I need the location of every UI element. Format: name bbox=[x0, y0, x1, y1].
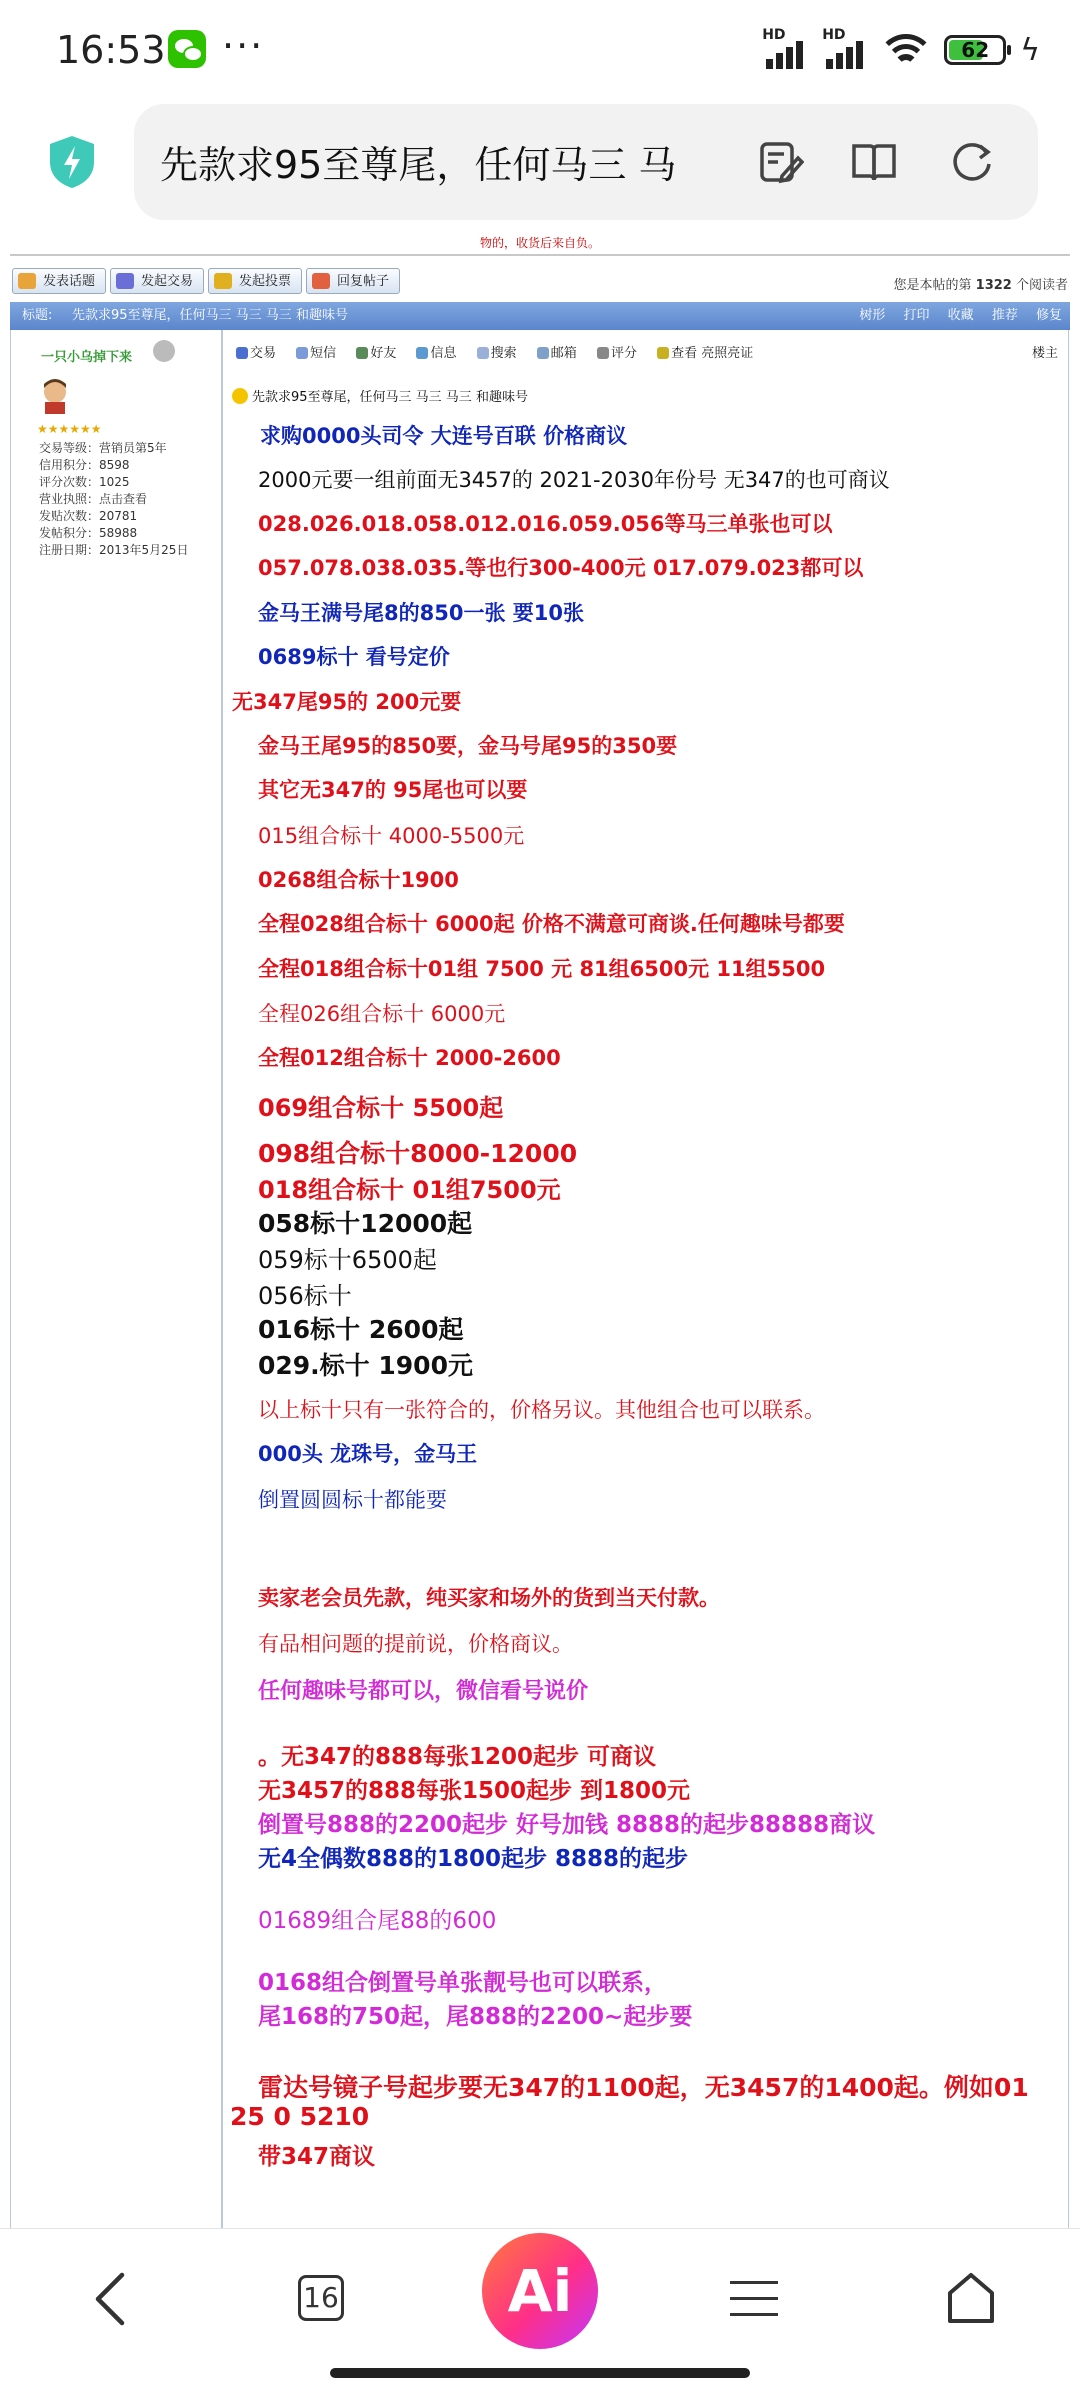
post-line: 057.078.038.035.等也行300-400元 017.079.023都可以 bbox=[258, 556, 864, 580]
new-trade-label: 发起交易 bbox=[141, 274, 194, 289]
post-line: 098组合标十8000-12000 bbox=[258, 1139, 578, 1168]
user-trade-level: 交易等级：营销员第5年 bbox=[39, 441, 167, 455]
signal-icon bbox=[762, 27, 808, 69]
rate-action[interactable]: 评分 bbox=[597, 346, 645, 361]
user-license[interactable]: 营业执照：点击查看 bbox=[39, 492, 148, 506]
reply-label: 回复帖子 bbox=[337, 274, 390, 289]
thread-title-bar bbox=[10, 302, 1070, 330]
post-line: 0689标十 看号定价 bbox=[258, 645, 450, 669]
mail-action[interactable]: 邮箱 bbox=[537, 346, 585, 361]
user-rating-count: 评分次数：1025 bbox=[39, 475, 130, 489]
post-line: 有品相问题的提前说，价格商议。 bbox=[258, 1632, 573, 1656]
print-link[interactable]: 打印 bbox=[903, 308, 930, 323]
top-notice: 物的，收货后来自负。 bbox=[10, 236, 1070, 256]
more-notifications-icon: ··· bbox=[222, 24, 265, 68]
charging-icon: ϟ bbox=[1020, 32, 1040, 68]
reader-mode-icon[interactable] bbox=[850, 138, 898, 186]
back-icon[interactable] bbox=[88, 2269, 132, 2329]
thread-title: 先款求95至尊尾，任何马三 马三 马三 和趣味号 bbox=[72, 308, 348, 323]
readers-count: 1322 bbox=[975, 278, 1012, 293]
post-line: 018组合标十 01组7500元 bbox=[258, 1176, 561, 1204]
rank-stars: ★★★★★★ bbox=[37, 422, 102, 436]
wifi-icon bbox=[882, 32, 930, 68]
post-line: 带347商议 bbox=[258, 2144, 376, 2170]
new-poll-label: 发起投票 bbox=[239, 274, 292, 289]
security-shield-icon[interactable] bbox=[46, 134, 98, 190]
post-line: 016标十 2600起 bbox=[258, 1315, 464, 1344]
gesture-bar[interactable] bbox=[330, 2368, 750, 2378]
reply-button[interactable] bbox=[306, 268, 400, 294]
post-line: 金马王满号尾8的850一张 要10张 bbox=[258, 601, 584, 625]
post-action-bar bbox=[236, 342, 1056, 361]
post-line: 倒置号888的2200起步 好号加钱 8888的起步88888商议 bbox=[258, 1812, 876, 1838]
signal-icon-2 bbox=[822, 27, 868, 69]
post-title: 先款求95至尊尾，任何马三 马三 马三 和趣味号 bbox=[232, 386, 528, 405]
post-line: 雷达号镜子号起步要无347的1100起，无3457的1400起。例如01 bbox=[258, 2073, 1029, 2102]
tree-view-link[interactable]: 树形 bbox=[859, 308, 886, 323]
thread-actions bbox=[845, 302, 1062, 330]
author-name[interactable]: 一只小乌掉下来 bbox=[41, 350, 133, 365]
wechat-icon bbox=[168, 30, 206, 68]
post-line: 059标十6500起 bbox=[258, 1246, 437, 1274]
status-time: 16:53 bbox=[56, 28, 166, 72]
user-register-date: 注册日期：2013年5月25日 bbox=[39, 543, 189, 557]
new-topic-button[interactable] bbox=[12, 268, 106, 294]
recommend-link[interactable]: 推荐 bbox=[991, 308, 1018, 323]
post-line: 0168组合倒置号单张靓号也可以联系， bbox=[258, 1970, 668, 1996]
reader-count-text bbox=[894, 274, 1069, 293]
post-line: 倒置圆圆标十都能要 bbox=[258, 1488, 447, 1512]
avatar[interactable] bbox=[35, 376, 75, 416]
post-line: 无4全偶数888的1800起步 8888的起步 bbox=[258, 1846, 689, 1872]
post-line: 全程012组合标十 2000-2600 bbox=[258, 1046, 561, 1070]
post-line: 015组合标十 4000-5500元 bbox=[258, 824, 525, 848]
post-line: 058标十12000起 bbox=[258, 1209, 473, 1238]
page-title-in-address-bar[interactable]: 先款求95至尊尾，任何马三 马 bbox=[160, 143, 677, 187]
address-bar[interactable] bbox=[134, 104, 1038, 220]
favorite-link[interactable]: 收藏 bbox=[947, 308, 974, 323]
post-line: 029.标十 1900元 bbox=[258, 1351, 473, 1380]
edit-note-icon[interactable] bbox=[756, 138, 804, 186]
post-line: 25 0 5210 bbox=[230, 2102, 370, 2131]
user-post-points: 发帖积分：58988 bbox=[39, 526, 138, 540]
post-line: 01689组合尾88的600 bbox=[258, 1908, 497, 1934]
user-credit: 信用积分：8598 bbox=[39, 458, 130, 472]
battery-icon bbox=[944, 35, 1006, 65]
battery-level: 62 bbox=[961, 38, 990, 62]
user-status-icon bbox=[153, 340, 175, 362]
menu-icon[interactable] bbox=[730, 2277, 778, 2321]
floor-label: 楼主 bbox=[1031, 346, 1058, 361]
new-topic-label: 发表话题 bbox=[43, 274, 96, 289]
user-stats bbox=[39, 440, 188, 559]
search-action[interactable]: 搜索 bbox=[477, 346, 525, 361]
post-line: 全程018组合标十01组 7500 元 81组6500元 11组5500 bbox=[258, 957, 826, 981]
refresh-icon[interactable] bbox=[948, 138, 996, 186]
post-line: 任何趣味号都可以，微信看号说价 bbox=[258, 1679, 589, 1704]
post-line: 2000元要一组前面无3457的 2021-2030年份号 无347的也可商议 bbox=[258, 468, 890, 492]
post-line: 069组合标十 5500起 bbox=[258, 1094, 504, 1122]
web-page bbox=[0, 236, 1080, 2236]
home-icon[interactable] bbox=[944, 2269, 998, 2327]
post-line: 028.026.018.058.012.016.059.056等马三单张也可以 bbox=[258, 512, 833, 536]
post-line: 。无347的888每张1200起步 可商议 bbox=[258, 1744, 657, 1770]
view-license-action[interactable]: 查看 亮照亮证 bbox=[657, 346, 761, 361]
post-line: 求购0000头司令 大连号百联 价格商议 bbox=[260, 424, 628, 448]
post-line: 全程028组合标十 6000起 价格不满意可商谈.任何趣味号都要 bbox=[258, 912, 845, 936]
tabs-button[interactable]: 16 bbox=[298, 2275, 344, 2321]
signal-hd-label-2: HD bbox=[822, 27, 846, 43]
trade-action[interactable]: 交易 bbox=[236, 346, 284, 361]
readers-prefix: 您是本帖的第 bbox=[893, 278, 972, 293]
readers-suffix: 个阅读者 bbox=[1015, 278, 1068, 293]
user-info-column bbox=[10, 330, 223, 2236]
info-action[interactable]: 信息 bbox=[416, 346, 464, 361]
post-line: 其它无347的 95尾也可以要 bbox=[258, 778, 528, 802]
post-line: 以上标十只有一张符合的，价格另议。其他组合也可以联系。 bbox=[258, 1398, 825, 1422]
title-label: 标题: bbox=[22, 308, 53, 323]
post-line: 000头 龙珠号，金马王 bbox=[258, 1442, 478, 1466]
post-line: 0268组合标十1900 bbox=[258, 868, 459, 892]
repair-link[interactable]: 修复 bbox=[1035, 308, 1062, 323]
post-line: 卖家老会员先款，纯买家和场外的货到当天付款。 bbox=[258, 1586, 720, 1610]
signal-hd-label: HD bbox=[762, 27, 786, 43]
forum-toolbar bbox=[12, 268, 1068, 298]
post-line: 尾168的750起，尾888的2200~起步要 bbox=[258, 2004, 693, 2030]
post-line: 金马王尾95的850要，金马号尾95的350要 bbox=[258, 734, 678, 758]
new-poll-button[interactable] bbox=[208, 268, 302, 294]
ai-assistant-button[interactable]: Ai bbox=[482, 2233, 598, 2349]
user-post-count: 发贴次数：20781 bbox=[39, 509, 138, 523]
status-bar bbox=[0, 0, 1080, 100]
friend-action[interactable]: 好友 bbox=[356, 346, 404, 361]
new-trade-button[interactable] bbox=[110, 268, 204, 294]
message-action[interactable]: 短信 bbox=[296, 346, 344, 361]
post-line: 无347尾95的 200元要 bbox=[232, 690, 462, 714]
post-line: 056标十 bbox=[258, 1282, 352, 1310]
post-line: 全程026组合标十 6000元 bbox=[258, 1002, 506, 1026]
smile-icon bbox=[232, 388, 248, 404]
post-line: 无3457的888每张1500起步 到1800元 bbox=[258, 1778, 691, 1804]
